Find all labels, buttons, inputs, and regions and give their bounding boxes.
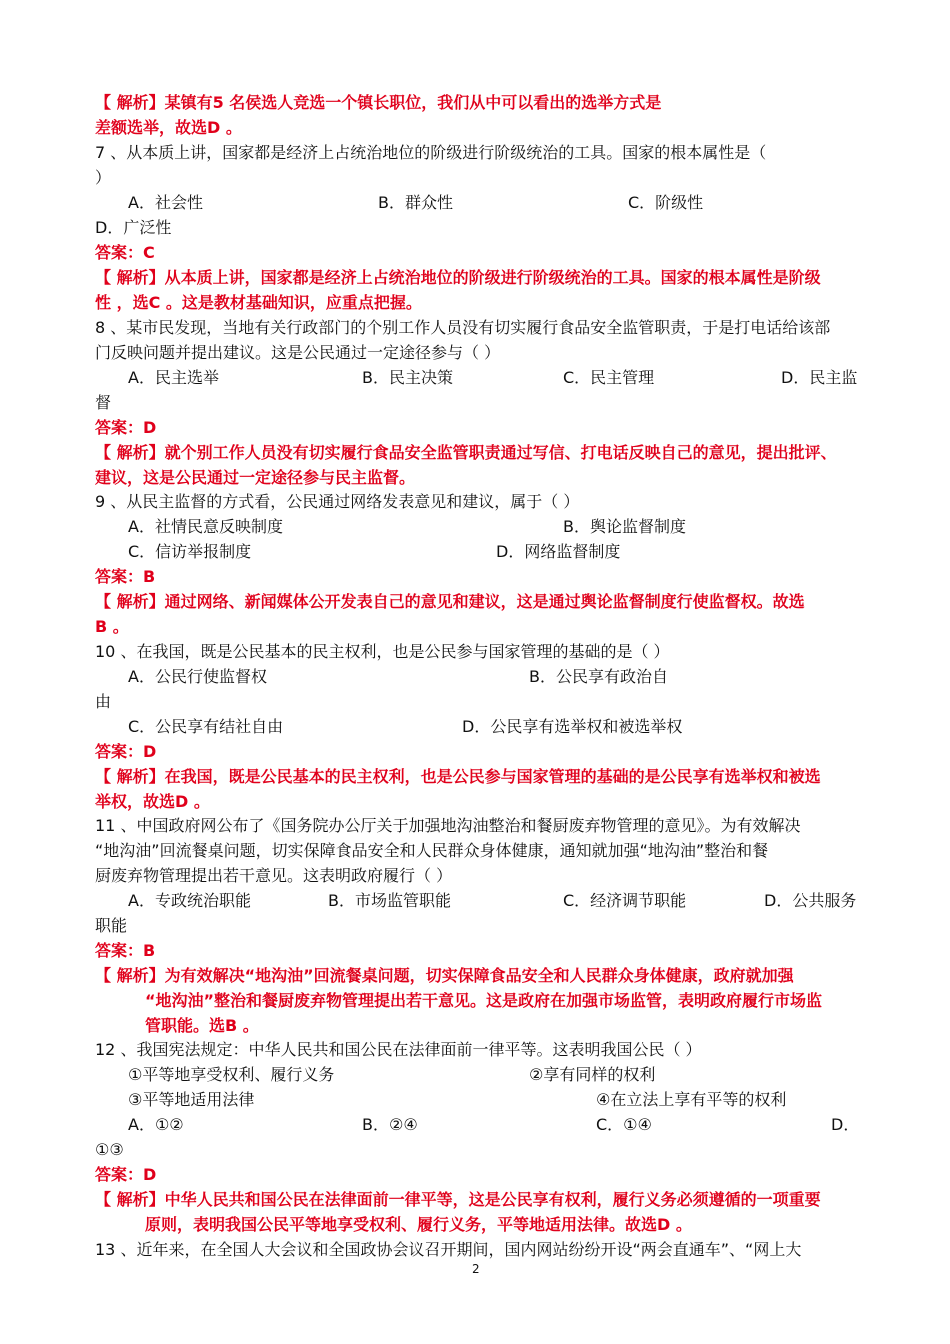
option: ④在立法上享有平等的权利 [596, 1090, 787, 1109]
question-line: 厨废弃物管理提出若干意见。这表明政府履行（ ） [95, 866, 453, 885]
answer-line: 答案：C [95, 243, 155, 262]
option: A．公民行使监督权 [128, 667, 267, 686]
analysis-line: 【 解析】在我国，既是公民基本的民主权利，也是公民参与国家管理的基础的是公民享有选举权和被选 [95, 767, 821, 786]
option: D．网络监督制度 [496, 542, 621, 561]
option: C．民主管理 [563, 368, 655, 387]
analysis-line: 性 ，选C 。这是教材基础知识，应重点把握。 [95, 293, 422, 312]
option: B．群众性 [378, 193, 453, 212]
option: A．民主选举 [128, 368, 219, 387]
option: D．广泛性 [95, 218, 172, 237]
question-line: 13 、近年来，在全国人大会议和全国政协会议召开期间，国内网站纷纷开设“两会直通车”、“网上大 [95, 1240, 802, 1259]
option: C．①④ [596, 1115, 652, 1134]
question-line: 12 、我国宪法规定：中华人民共和国公民在法律面前一律平等。这表明我国公民（ ） [95, 1040, 702, 1059]
answer-line: 答案：D [95, 1165, 157, 1184]
option: ①③ [95, 1140, 124, 1159]
analysis-line: B 。 [95, 617, 129, 636]
analysis-line: 【 解析】为有效解决“地沟油”回流餐桌问题，切实保障食品安全和人民群众身体健康，政府就加强 [95, 966, 794, 985]
option: C．经济调节职能 [563, 891, 687, 910]
option: B．公民享有政治自 [529, 667, 668, 686]
option: B．民主决策 [362, 368, 453, 387]
question-line: 8 、某市民发现，当地有关行政部门的个别工作人员没有切实履行食品安全监管职责，于是打电话给该部 [95, 318, 831, 337]
option: C．公民享有结社自由 [128, 717, 284, 736]
analysis-line: “地沟油”整治和餐厨废弃物管理提出若干意见。这是政府在加强市场监管，表明政府履行市场监 [145, 991, 823, 1010]
option: C．信访举报制度 [128, 542, 252, 561]
question-line: 9 、从民主监督的方式看，公民通过网络发表意见和建议，属于（ ） [95, 492, 580, 511]
option: ②享有同样的权利 [529, 1065, 656, 1084]
page-number: 2 [472, 1262, 480, 1276]
option: B．舆论监督制度 [563, 517, 686, 536]
answer-line: 答案：D [95, 742, 157, 761]
option: D．公民享有选举权和被选举权 [462, 717, 683, 736]
option: C．阶级性 [628, 193, 704, 212]
analysis-line: 原则，表明我国公民平等地享受权利、履行义务，平等地适用法律。故选D 。 [145, 1215, 692, 1234]
analysis-line: 举权，故选D 。 [95, 792, 210, 811]
analysis-line: 差额选举，故选D 。 [95, 118, 242, 137]
question-line: 10 、在我国，既是公民基本的民主权利，也是公民参与国家管理的基础的是（ ） [95, 642, 670, 661]
option: A．专政统治职能 [128, 891, 251, 910]
analysis-line: 【 解析】就个别工作人员没有切实履行食品安全监管职责通过写信、打电话反映自己的意见，提出批评、 [95, 443, 837, 462]
option: 由 [95, 692, 112, 711]
option: A．社情民意反映制度 [128, 517, 283, 536]
option: D．公共服务 [764, 891, 857, 910]
option: B．市场监管职能 [328, 891, 451, 910]
question-line: 门反映问题并提出建议。这是公民通过一定途径参与（ ） [95, 343, 501, 362]
question-line: 11 、中国政府网公布了《国务院办公厅关于加强地沟油整治和餐厨废弃物管理的意见》。为有效解决 [95, 816, 801, 835]
question-line: “地沟油”回流餐桌问题，切实保障食品安全和人民群众身体健康，通知就加强“地沟油”整治和餐 [95, 841, 769, 860]
answer-line: 答案：B [95, 941, 156, 960]
question-line: 7 、从本质上讲，国家都是经济上占统治地位的阶级进行阶级统治的工具。国家的根本属性是（ [95, 143, 767, 162]
analysis-line: 【 解析】某镇有5 名侯选人竞选一个镇长职位，我们从中可以看出的选举方式是 [95, 93, 662, 112]
option: ①平等地享受权利、履行义务 [128, 1065, 335, 1084]
option: D． [831, 1115, 860, 1134]
analysis-line: 【 解析】从本质上讲，国家都是经济上占统治地位的阶级进行阶级统治的工具。国家的根本属性是阶级 [95, 268, 821, 287]
question-line: ） [95, 168, 112, 187]
answer-line: 答案：D [95, 418, 157, 437]
option: D．民主监 [781, 368, 858, 387]
option: B．②④ [362, 1115, 418, 1134]
option: 督 [95, 393, 112, 412]
option: ③平等地适用法律 [128, 1090, 255, 1109]
analysis-line: 【 解析】通过网络、新闻媒体公开发表自己的意见和建议，这是通过舆论监督制度行使监督权。故选 [95, 592, 805, 611]
analysis-line: 管职能。选B 。 [145, 1016, 259, 1035]
option: 职能 [95, 916, 128, 935]
answer-line: 答案：B [95, 567, 156, 586]
option: A．①② [128, 1115, 184, 1134]
analysis-line: 建议，这是公民通过一定途径参与民主监督。 [95, 468, 416, 487]
analysis-line: 【 解析】中华人民共和国公民在法律面前一律平等，这是公民享有权利，履行义务必须遵循的一项重要 [95, 1190, 821, 1209]
option: A．社会性 [128, 193, 203, 212]
